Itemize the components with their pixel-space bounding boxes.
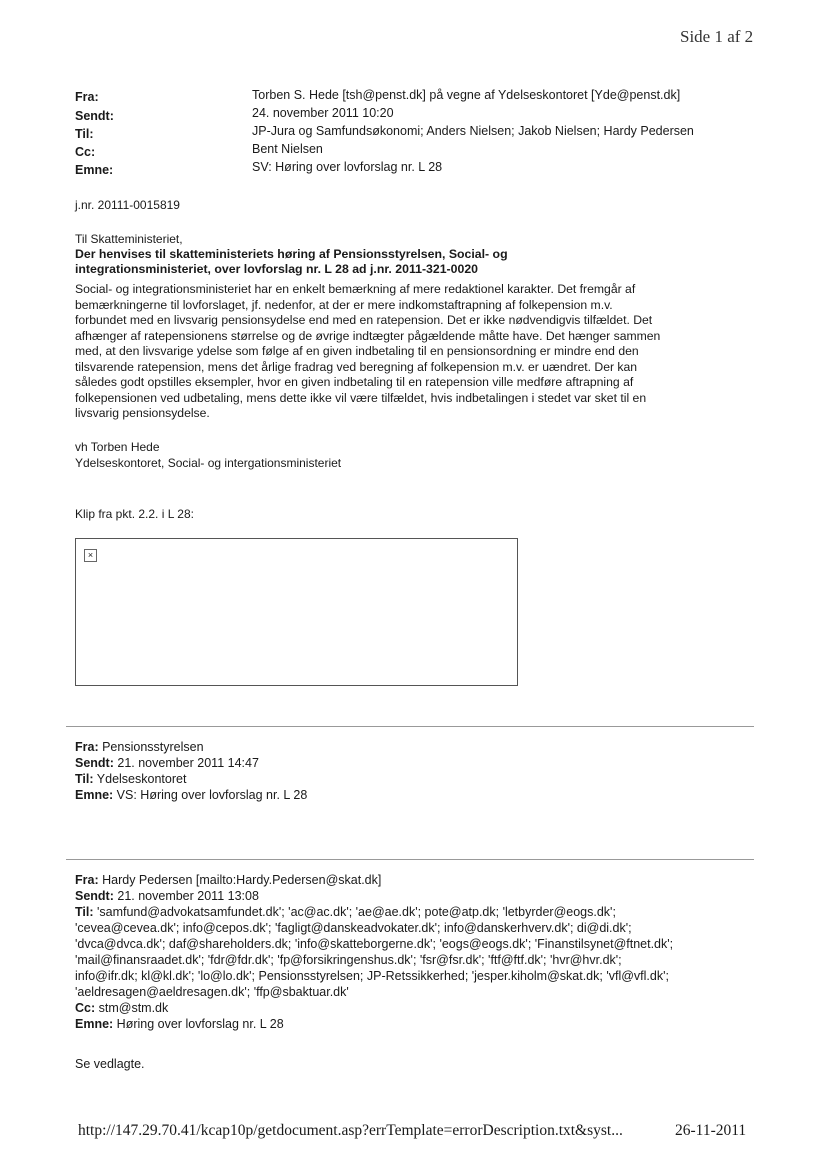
journal-number: j.nr. 20111-0015819 [75, 198, 180, 212]
cc-value: Bent Nielsen [252, 142, 323, 156]
signature-office: Ydelseskontoret, Social- og intergationsministeriet [75, 456, 342, 470]
paragraph-line: således godt opstilles eksempler, hvor en given indbetaling til en ratepension ville medføre aftrapning af [75, 375, 634, 389]
embedded-image-placeholder [75, 538, 518, 686]
separator [66, 726, 754, 727]
paragraph-line: tilsvarende ratepension, mens det årlige fradrag ved beregning af folkepension m.v. er uændret. Der kan [75, 359, 638, 374]
fw2-from: Fra: Hardy Pedersen [mailto:Hardy.Pedersen@skat.dk] [75, 873, 382, 887]
from-label: Fra: [75, 90, 99, 104]
signature-name: vh Torben Hede [75, 440, 160, 454]
fw2-to-line: 'aeldresagen@aeldresagen.dk'; 'ffp@sbaktuar.dk' [75, 985, 349, 999]
cc-label: Cc: [75, 145, 96, 159]
clip-label: Klip fra pkt. 2.2. i L 28: [75, 507, 194, 521]
paragraph-line: folkepensionen ved udbetaling, mens dette ikke vil være tilfældet, hvis indbetalingen i stedet var sket til en [75, 390, 647, 405]
paragraph-line: afhænger af ratepensionens størrelse og de øvrige indtægter pågældende måtte have. Det hænger sammen [75, 328, 661, 343]
to-label: Til: [75, 127, 94, 141]
fw2-cc: Cc: stm@stm.dk [75, 1001, 169, 1015]
reference-line-1: Der henvises til skatteministeriets høring af Pensionsstyrelsen, Social- og [75, 247, 508, 261]
subject-label: Emne: [75, 163, 114, 177]
fw2-to-line: info@ifr.dk; kl@kl.dk'; 'lo@lo.dk'; Pensionsstyrelsen; JP-Retssikkerhed; 'jesper.kiholm@skat.dk; 'vfl@vfl.dk'; [75, 969, 669, 983]
paragraph-line: med, at den livsvarige ydelse som følge af en given indbetaling til en pensionsordning er mindre end den [75, 344, 639, 358]
fw2-subject: Emne: Høring over lovforslag nr. L 28 [75, 1017, 284, 1031]
footer-date: 26-11-2011 [675, 1122, 747, 1139]
fw2-to-line: 'cevea@cevea.dk'; info@cepos.dk'; 'fagligt@danskeadvokater.dk'; info@danskerhverv.dk'; di@di.dk'; [75, 921, 632, 935]
fw2-sent: Sendt: 21. november 2011 13:08 [75, 889, 259, 903]
fw1-subject: Emne: VS: Høring over lovforslag nr. L 28 [75, 788, 308, 802]
greeting: Til Skatteministeriet, [75, 232, 183, 246]
forward-body: Se vedlagte. [75, 1057, 145, 1071]
paragraph-line: forbundet med en livsvarig pensionsydelse end med en ratepension. Det er ikke nødvendigvis tilfældet. Det [75, 313, 653, 327]
paragraph-line: livsvarig pensionsydelse. [75, 406, 210, 420]
separator [66, 859, 754, 860]
sent-value: 24. november 2011 10:20 [252, 106, 394, 120]
broken-image-icon: × [84, 549, 97, 562]
from-value: Torben S. Hede [tsh@penst.dk] på vegne af Ydelseskontoret [Yde@penst.dk] [252, 88, 681, 102]
page-number: Side 1 af 2 [680, 27, 754, 46]
main-paragraph [75, 282, 755, 422]
fw2-to-line: 'dvca@dvca.dk'; daf@shareholders.dk; 'info@skatteborgerne.dk'; 'eogs@eogs.dk'; 'Finanstilsynet@ftnet.dk'; [75, 937, 674, 951]
fw1-to: Til: Ydelseskontoret [75, 772, 187, 786]
paragraph-line: Social- og integrationsministeriet har en enkelt bemærkning af mere redaktionel karakter. Det fremgår af [75, 282, 636, 296]
fw2-to-line: Til: 'samfund@advokatsamfundet.dk'; 'ac@ac.dk'; 'ae@ae.dk'; pote@atp.dk; 'letbyrder@eogs.dk'; [75, 905, 616, 919]
to-value: JP-Jura og Samfundsøkonomi; Anders Nielsen; Jakob Nielsen; Hardy Pedersen [252, 124, 694, 138]
fw1-from: Fra: Pensionsstyrelsen [75, 740, 204, 754]
reference-line-2: integrationsministeriet, over lovforslag nr. L 28 ad j.nr. 2011-321-0020 [75, 262, 479, 276]
footer-url: http://147.29.70.41/kcap10p/getdocument.asp?errTemplate=errorDescription.txt&syst... [78, 1122, 623, 1139]
subject-value: SV: Høring over lovforslag nr. L 28 [252, 160, 443, 174]
paragraph-line: bemærkningerne til lovforslaget, jf. nedenfor, at der er mere indkomstaftrapning af folkepension m.v. [75, 297, 613, 312]
sent-label: Sendt: [75, 109, 114, 123]
fw1-sent: Sendt: 21. november 2011 14:47 [75, 756, 259, 770]
fw2-to-line: 'mail@finansraadet.dk'; 'fdr@fdr.dk'; 'fp@forsikringenshus.dk'; 'fsr@fsr.dk'; 'ftf@ftf.dk'; 'hvr@hvr.dk'; [75, 953, 622, 967]
